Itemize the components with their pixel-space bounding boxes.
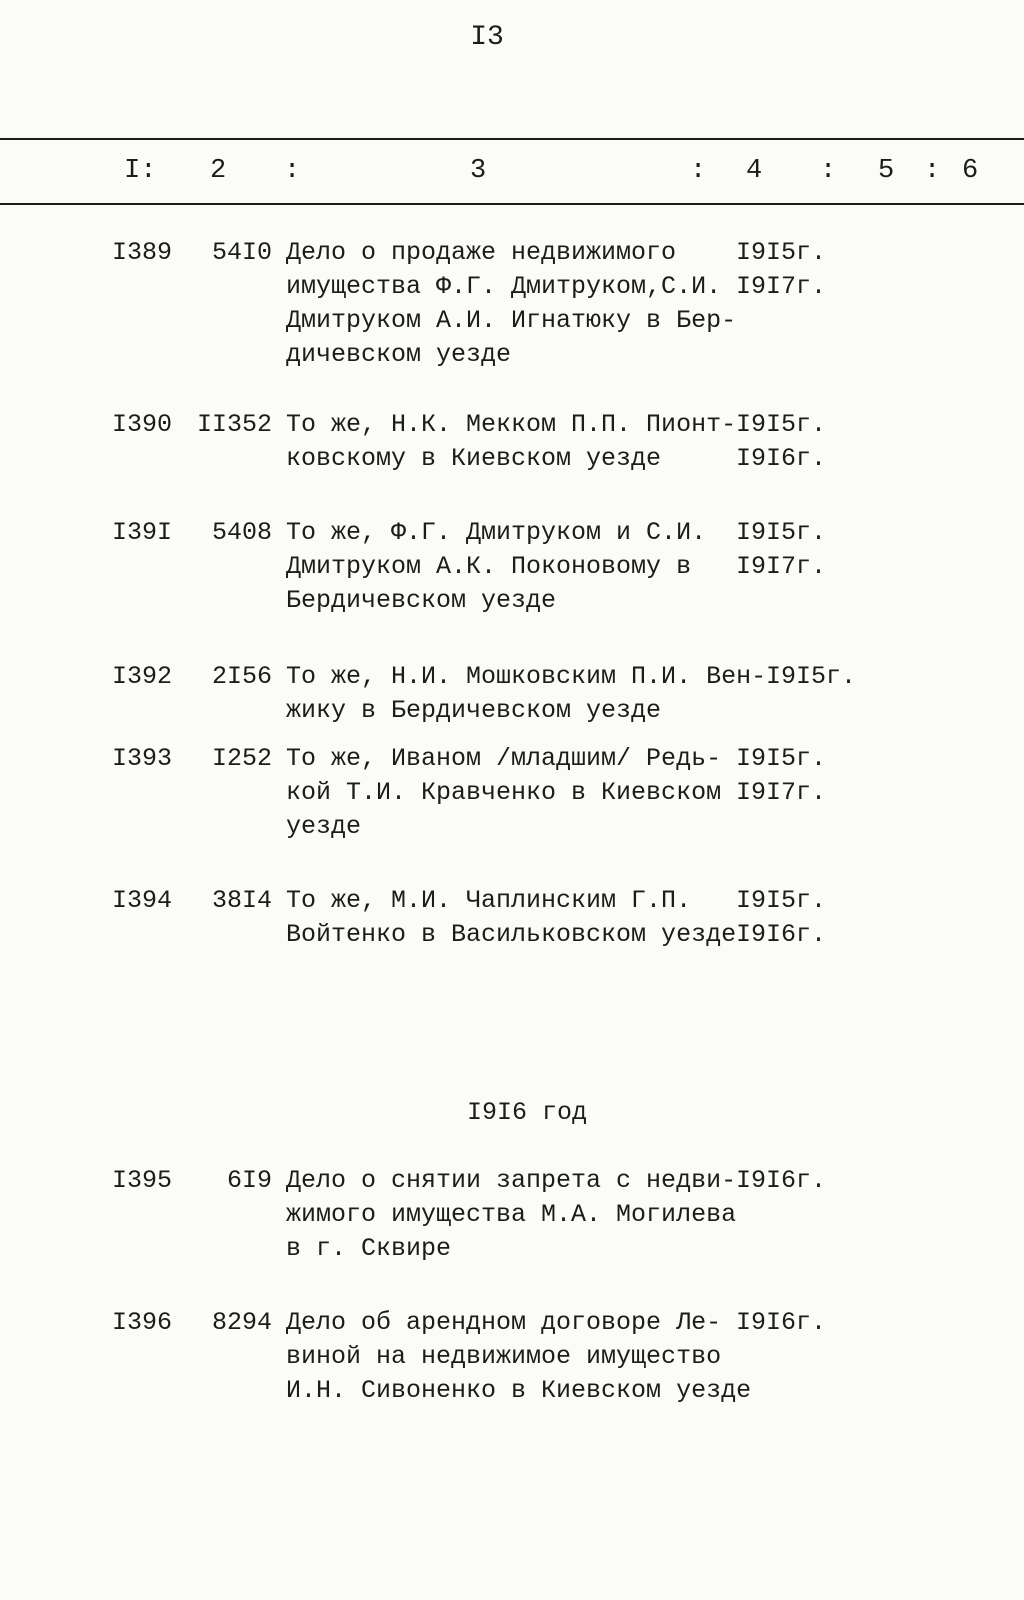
entry-number: I395 xyxy=(112,1166,173,1195)
description-line: И.Н. Сивоненко в Киевском уезде xyxy=(286,1376,752,1405)
description-line: дичевском уезде xyxy=(286,340,512,369)
entry-description xyxy=(286,884,737,952)
year-end: I9I7г. xyxy=(736,778,827,807)
description-line: Дмитруком А.И. Игнатюку в Бер- xyxy=(286,306,737,335)
column-separator: : xyxy=(924,156,941,186)
description-line: имущества Ф.Г. Дмитруком,С.И. xyxy=(286,272,722,301)
entry-description xyxy=(286,742,726,844)
column-header-4: 4 xyxy=(746,156,763,186)
column-header-5: 5 xyxy=(878,156,895,186)
description-line: Дело о снятии запрета с недви- xyxy=(286,1166,737,1195)
header-top-rule xyxy=(0,138,1024,140)
entry-number: I39I xyxy=(112,518,173,547)
entry-years xyxy=(736,884,856,952)
entry-number: I393 xyxy=(112,744,173,773)
year-start: I9I5г. xyxy=(766,662,857,691)
year-start: I9I5г. xyxy=(736,238,827,267)
entry-years xyxy=(736,516,856,584)
description-line: То же, Ф.Г. Дмитруком и С.И. xyxy=(286,518,707,547)
entry-description xyxy=(286,1164,737,1266)
column-separator: : xyxy=(820,156,837,186)
year-end: I9I7г. xyxy=(736,552,827,581)
description-line: кой Т.И. Кравченко в Киевском xyxy=(286,778,722,807)
description-line: уезде xyxy=(286,812,362,841)
description-line: То же, Н.К. Мекком П.П. Пионт- xyxy=(286,410,737,439)
column-header-1: I: xyxy=(124,156,157,186)
description-line: в г. Сквире xyxy=(286,1234,452,1263)
entry-code: II352 xyxy=(196,410,272,439)
entry-code: 8294 xyxy=(211,1308,272,1337)
description-line: жимого имущества М.А. Могилева xyxy=(286,1200,737,1229)
year-start: I9I6г. xyxy=(736,1308,827,1337)
entry-code: I252 xyxy=(211,744,272,773)
entry-years xyxy=(766,660,886,694)
description-line: жику в Бердичевском уезде xyxy=(286,696,662,725)
entry-years xyxy=(736,742,856,810)
year-start: I9I5г. xyxy=(736,410,827,439)
entry-code: 54I0 xyxy=(211,238,272,267)
description-line: То же, Иваном /младшим/ Редь- xyxy=(286,744,722,773)
year-start: I9I5г. xyxy=(736,886,827,915)
header-bottom-rule xyxy=(0,203,1024,205)
description-line: виной на недвижимое имущество xyxy=(286,1342,722,1371)
entry-code: 5408 xyxy=(211,518,272,547)
description-line: Дело о продаже недвижимого xyxy=(286,238,677,267)
year-start: I9I5г. xyxy=(736,518,827,547)
entry-code: 2I56 xyxy=(211,662,272,691)
description-line: ковскому в Киевском уезде xyxy=(286,444,662,473)
year-end: I9I7г. xyxy=(736,272,827,301)
column-separator: : xyxy=(690,156,707,186)
entry-number: I396 xyxy=(112,1308,173,1337)
column-separator: : xyxy=(284,156,301,186)
page-number: I3 xyxy=(470,22,504,53)
entry-code: 6I9 xyxy=(226,1166,272,1195)
entry-description xyxy=(286,408,737,476)
description-line: То же, М.И. Чаплинским Г.П. xyxy=(286,886,692,915)
description-line: Дело об арендном договоре Ле- xyxy=(286,1308,722,1337)
year-end: I9I6г. xyxy=(736,920,827,949)
section-title: I9I6 год xyxy=(466,1098,588,1127)
year-start: I9I6г. xyxy=(736,1166,827,1195)
entry-number: I390 xyxy=(112,410,173,439)
year-end: I9I6г. xyxy=(736,444,827,473)
entry-years xyxy=(736,1164,856,1198)
entry-years xyxy=(736,408,856,476)
entry-description xyxy=(286,236,737,372)
description-line: То же, Н.И. Мошковским П.И. Вен- xyxy=(286,662,767,691)
description-line: Дмитруком А.К. Поконовому в xyxy=(286,552,692,581)
column-header-6: 6 xyxy=(962,156,979,186)
column-header-2: 2 xyxy=(210,156,227,186)
description-line: Бердичевском уезде xyxy=(286,586,557,615)
entry-description xyxy=(286,1306,752,1408)
entry-number: I389 xyxy=(112,238,173,267)
column-header-3: 3 xyxy=(470,156,487,186)
description-line: Войтенко в Васильковском уезде xyxy=(286,920,737,949)
entry-number: I392 xyxy=(112,662,173,691)
entry-code: 38I4 xyxy=(211,886,272,915)
entry-years xyxy=(736,236,856,304)
entry-description xyxy=(286,516,726,618)
entry-number: I394 xyxy=(112,886,173,915)
entry-years xyxy=(736,1306,856,1340)
entry-description xyxy=(286,660,767,728)
year-start: I9I5г. xyxy=(736,744,827,773)
